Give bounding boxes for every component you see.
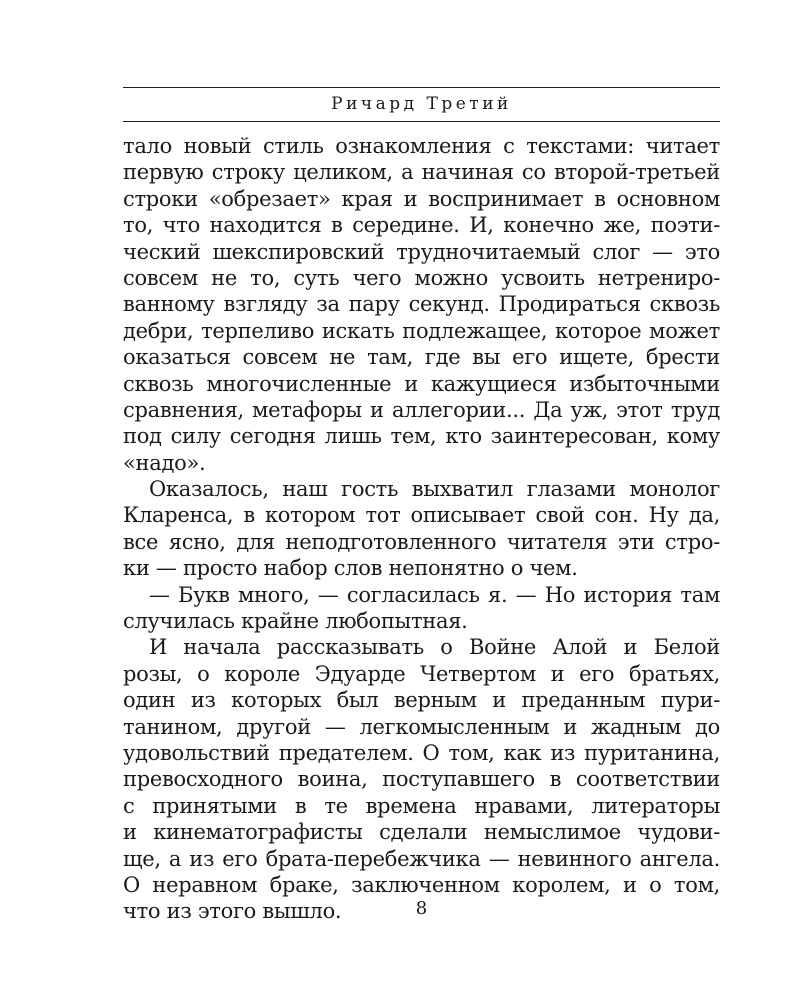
text-line: строки «обрезает» края и воспринимает в основном [123, 186, 720, 211]
text-line: то, что находится в середине. И, конечно же, поэти- [123, 213, 720, 238]
text-line: удовольствий предателем. О том, как из пуританина, [123, 740, 720, 765]
text-line: ки — просто набор слов непонятно о чем. [123, 556, 578, 581]
text-line: ванному взгляду за пару секунд. Продираться сквозь [123, 292, 720, 317]
page-number: 8 [415, 898, 428, 919]
text-line: дебри, терпеливо искать подлежащее, которое может [123, 318, 720, 343]
text-line: Оказалось, наш гость выхватил глазами монолог [149, 477, 720, 502]
text-line: оказаться совсем не там, где вы его ищете, брести [123, 345, 720, 370]
text-line: сравнения, метафоры и аллегории... Да уж, этот труд [123, 397, 720, 422]
text-line: тало новый стиль ознакомления с текстами: читает [123, 134, 720, 158]
running-title: Ричард Третий [331, 94, 512, 114]
text-line: Кларенса, в котором тот описывает свой сон. Ну да, [123, 503, 720, 528]
text-line: розы, о короле Эдуарде Четвертом и его братьях, [123, 661, 720, 686]
text-line: что из этого вышло. [123, 899, 342, 924]
text-line: под силу сегодня лишь тем, кто заинтересован, кому [123, 424, 720, 449]
text-line: случилась крайне любопытная. [123, 609, 468, 634]
text-line: О неравном браке, заключенном королем, и о том, [123, 872, 720, 897]
text-line: ческий шекспировский трудночитаемый слог — это [123, 239, 720, 264]
text-line: сквозь многочисленные и кажущиеся избыточными [123, 371, 720, 396]
header-rule-bottom [123, 121, 720, 122]
text-line: танином, другой — легкомысленным и жадным до [123, 714, 720, 739]
text-line: «надо». [123, 450, 206, 475]
header-rule-top [123, 87, 720, 88]
text-line: первую строку целиком, а начиная со второй-третьей [123, 160, 720, 185]
text-line: и кинематографисты сделали немыслимое чудови- [123, 820, 720, 845]
text-line: ще, а из его брата-перебежчика — невинного ангела. [123, 846, 720, 871]
text-line: совсем не то, суть чего можно усвоить нетрениро- [123, 265, 720, 290]
text-line: один из которых был верным и преданным пури- [123, 688, 720, 713]
text-line: — Букв много, — согласилась я. — Но история там [149, 582, 720, 607]
text-line: все ясно, для неподготовленного читателя эти стро- [123, 529, 720, 554]
text-line: И начала рассказывать о Войне Алой и Белой [149, 635, 720, 660]
body-text [123, 133, 720, 925]
text-line: с принятыми в те времена нравами, литераторы [123, 793, 720, 818]
text-line: превосходного воина, поступавшего в соответствии [123, 767, 720, 792]
